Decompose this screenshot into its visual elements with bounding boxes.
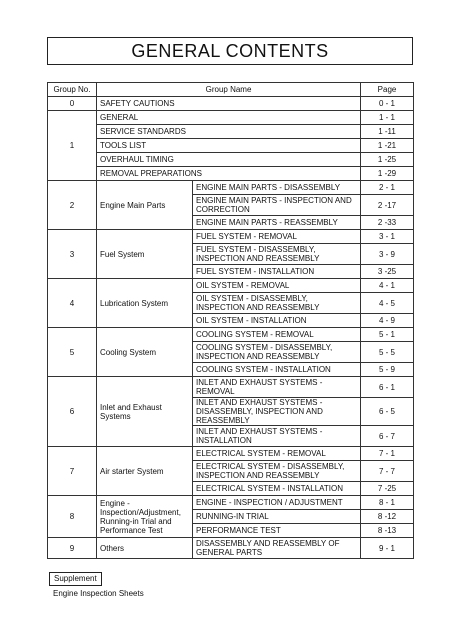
group-name: Engine Main Parts xyxy=(97,181,193,230)
table-row xyxy=(48,139,414,153)
section-link[interactable]: PERFORMANCE TEST xyxy=(193,524,361,538)
supplement-item-link[interactable]: Engine Inspection Sheets xyxy=(53,589,144,598)
group-number: 8 xyxy=(48,496,97,538)
group-number: 2 xyxy=(48,181,97,230)
group-name: Air starter System xyxy=(97,447,193,496)
header-group-no: Group No. xyxy=(48,83,97,97)
page-number: 9 - 1 xyxy=(361,538,414,559)
page-number: 7 - 7 xyxy=(361,461,414,482)
table-row xyxy=(48,538,414,559)
page-title: GENERAL CONTENTS xyxy=(47,37,413,65)
group-name: Engine - Inspection/Adjustment, Running-in Trial and Performance Test xyxy=(97,496,193,538)
group-number: 4 xyxy=(48,279,97,328)
table-row xyxy=(48,230,414,244)
page-number: 4 - 5 xyxy=(361,293,414,314)
page-number: 8 -12 xyxy=(361,510,414,524)
table-row xyxy=(48,181,414,195)
table-row xyxy=(48,97,414,111)
section-link[interactable]: REMOVAL PREPARATIONS xyxy=(97,167,361,181)
page-number: 4 - 9 xyxy=(361,314,414,328)
section-link[interactable]: OIL SYSTEM - INSTALLATION xyxy=(193,314,361,328)
section-link[interactable]: SAFETY CAUTIONS xyxy=(97,97,361,111)
section-link[interactable]: OIL SYSTEM - REMOVAL xyxy=(193,279,361,293)
section-link[interactable]: COOLING SYSTEM - DISASSEMBLY, INSPECTION AND REASSEMBLY xyxy=(193,342,361,363)
section-link[interactable]: ELECTRICAL SYSTEM - INSTALLATION xyxy=(193,482,361,496)
section-link[interactable]: GENERAL xyxy=(97,111,361,125)
page-number: 5 - 5 xyxy=(361,342,414,363)
page-number: 4 - 1 xyxy=(361,279,414,293)
group-name: Cooling System xyxy=(97,328,193,377)
page-number: 6 - 5 xyxy=(361,398,414,426)
page-number: 6 - 7 xyxy=(361,426,414,447)
page-number: 0 - 1 xyxy=(361,97,414,111)
group-number: 3 xyxy=(48,230,97,279)
section-link[interactable]: OVERHAUL TIMING xyxy=(97,153,361,167)
section-link[interactable]: ENGINE MAIN PARTS - DISASSEMBLY xyxy=(193,181,361,195)
page-number: 3 - 1 xyxy=(361,230,414,244)
page-number: 6 - 1 xyxy=(361,377,414,398)
table-row xyxy=(48,279,414,293)
section-link[interactable]: OIL SYSTEM - DISASSEMBLY, INSPECTION AND REASSEMBLY xyxy=(193,293,361,314)
section-link[interactable]: INLET AND EXHAUST SYSTEMS - DISASSEMBLY, INSPECTION AND REASSEMBLY xyxy=(193,398,361,426)
table-row xyxy=(48,167,414,181)
group-number: 1 xyxy=(48,111,97,181)
section-link[interactable]: ENGINE MAIN PARTS - REASSEMBLY xyxy=(193,216,361,230)
section-link[interactable]: COOLING SYSTEM - REMOVAL xyxy=(193,328,361,342)
group-number: 5 xyxy=(48,328,97,377)
header-page: Page xyxy=(361,83,414,97)
section-link[interactable]: SERVICE STANDARDS xyxy=(97,125,361,139)
contents-table xyxy=(47,82,414,559)
section-link[interactable]: RUNNING-IN TRIAL xyxy=(193,510,361,524)
section-link[interactable]: INLET AND EXHAUST SYSTEMS - REMOVAL xyxy=(193,377,361,398)
page-number: 1 -29 xyxy=(361,167,414,181)
supplement-label: Supplement xyxy=(49,572,102,586)
group-number: 0 xyxy=(48,97,97,111)
section-link[interactable]: ELECTRICAL SYSTEM - DISASSEMBLY, INSPECTION AND REASSEMBLY xyxy=(193,461,361,482)
section-link[interactable]: DISASSEMBLY AND REASSEMBLY OF GENERAL PARTS xyxy=(193,538,361,559)
page-number: 7 - 1 xyxy=(361,447,414,461)
page-number: 1 -21 xyxy=(361,139,414,153)
table-row xyxy=(48,111,414,125)
group-name: Inlet and Exhaust Systems xyxy=(97,377,193,447)
table-row xyxy=(48,125,414,139)
page-number: 5 - 9 xyxy=(361,363,414,377)
section-link[interactable]: ENGINE - INSPECTION / ADJUSTMENT xyxy=(193,496,361,510)
page-number: 2 -33 xyxy=(361,216,414,230)
table-row xyxy=(48,153,414,167)
group-name: Others xyxy=(97,538,193,559)
section-link[interactable]: COOLING SYSTEM - INSTALLATION xyxy=(193,363,361,377)
section-link[interactable]: TOOLS LIST xyxy=(97,139,361,153)
page-number: 5 - 1 xyxy=(361,328,414,342)
group-number: 6 xyxy=(48,377,97,447)
group-name: Lubrication System xyxy=(97,279,193,328)
group-number: 9 xyxy=(48,538,97,559)
page-number: 3 - 9 xyxy=(361,244,414,265)
page-number: 1 -25 xyxy=(361,153,414,167)
page-number: 8 -13 xyxy=(361,524,414,538)
section-link[interactable]: FUEL SYSTEM - INSTALLATION xyxy=(193,265,361,279)
table-row xyxy=(48,328,414,342)
page-number: 1 - 1 xyxy=(361,111,414,125)
page-number: 1 -11 xyxy=(361,125,414,139)
page-number: 2 -17 xyxy=(361,195,414,216)
page-number: 8 - 1 xyxy=(361,496,414,510)
page-number: 7 -25 xyxy=(361,482,414,496)
section-link[interactable]: ELECTRICAL SYSTEM - REMOVAL xyxy=(193,447,361,461)
group-name: Fuel System xyxy=(97,230,193,279)
header-group-name: Group Name xyxy=(97,83,361,97)
header-row xyxy=(48,83,414,97)
group-number: 7 xyxy=(48,447,97,496)
section-link[interactable]: FUEL SYSTEM - REMOVAL xyxy=(193,230,361,244)
page-number: 3 -25 xyxy=(361,265,414,279)
page-number: 2 - 1 xyxy=(361,181,414,195)
table-row xyxy=(48,496,414,510)
section-link[interactable]: FUEL SYSTEM - DISASSEMBLY, INSPECTION AND REASSEMBLY xyxy=(193,244,361,265)
table-row xyxy=(48,447,414,461)
section-link[interactable]: ENGINE MAIN PARTS - INSPECTION AND CORRECTION xyxy=(193,195,361,216)
table-row xyxy=(48,377,414,398)
section-link[interactable]: INLET AND EXHAUST SYSTEMS - INSTALLATION xyxy=(193,426,361,447)
